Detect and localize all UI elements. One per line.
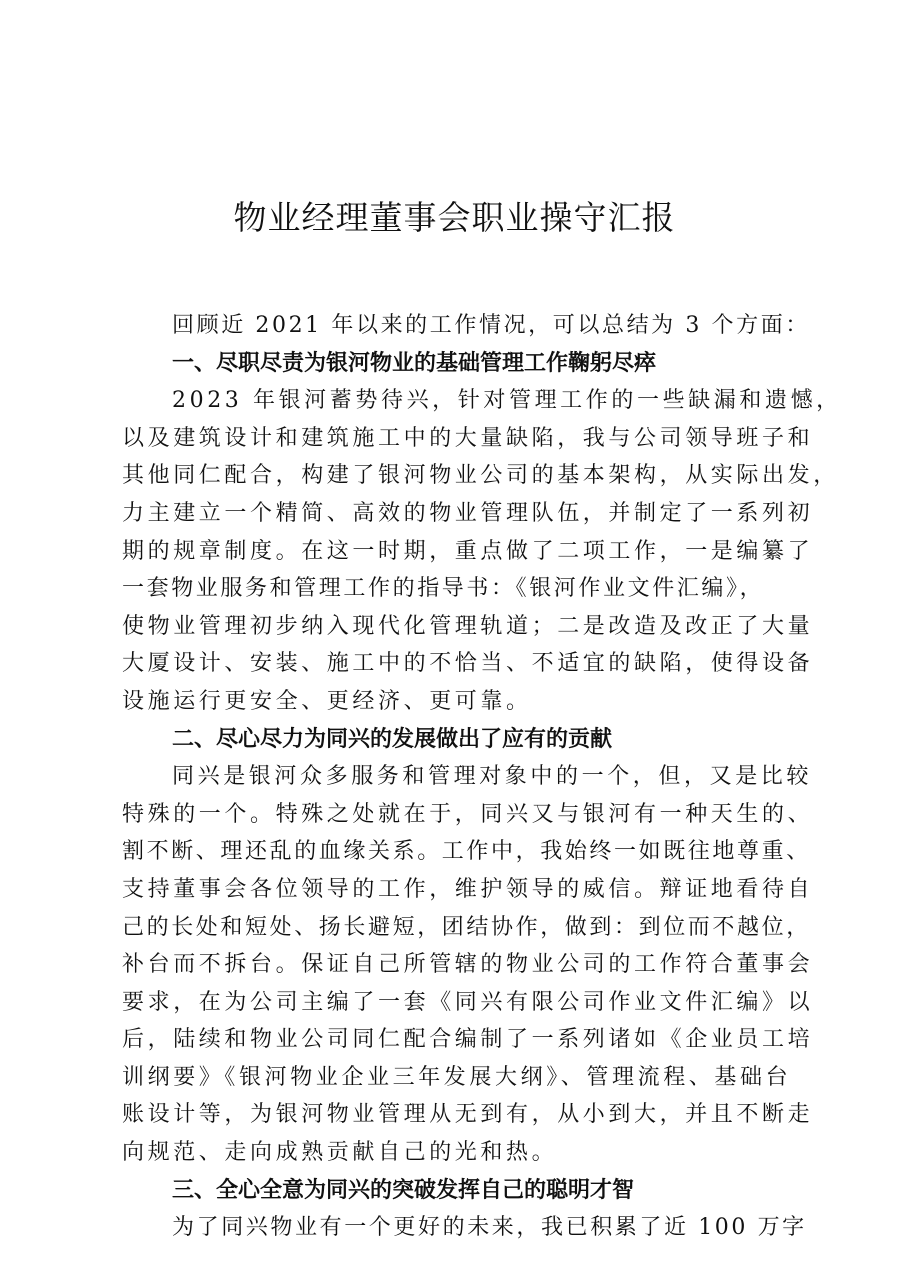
section-2-line: 同兴是银河众多服务和管理对象中的一个，但，又是比较 bbox=[172, 764, 813, 790]
section-1-line: 期的规章制度。在这一时期，重点做了二项工作，一是编纂了 bbox=[122, 538, 814, 564]
section-2-heading: 二、尽心尽力为同兴的发展做出了应有的贡献 bbox=[172, 726, 613, 752]
section-3-heading: 三、全心全意为同兴的突破发挥自己的聪明才智 bbox=[172, 1177, 635, 1203]
section-2-line: 补台而不拆台。保证自己所管辖的物业公司的工作符合董事会 bbox=[122, 952, 814, 978]
document-body bbox=[122, 307, 842, 1247]
section-1-line: 一套物业服务和管理工作的指导书：《银河作业文件汇编》， bbox=[122, 576, 765, 602]
section-2-line: 割不断、理还乱的血缘关系。工作中，我始终一如既往地尊重、 bbox=[122, 839, 811, 865]
document-title: 物业经理董事会职业操守汇报 bbox=[233, 198, 676, 237]
section-2-line: 账设计等，为银河物业管理从无到有，从小到大，并且不断走 bbox=[122, 1102, 814, 1128]
section-1-line: 2023 年银河蓄势待兴，针对管理工作的一些缺漏和遗憾， bbox=[172, 388, 842, 414]
intro-paragraph: 回顾近 2021 年以来的工作情况，可以总结为 3 个方面： bbox=[172, 313, 810, 338]
section-1-heading: 一、尽职尽责为银河物业的基础管理工作鞠躬尽瘁 bbox=[172, 350, 657, 376]
section-1-line: 使物业管理初步纳入现代化管理轨道；二是改造及改正了大量 bbox=[122, 613, 814, 639]
section-2-line: 要求，在为公司主编了一套《同兴有限公司作业文件汇编》以 bbox=[122, 989, 814, 1015]
section-2-line: 己的长处和短处、扬长避短，团结协作，做到：到位而不越位， bbox=[122, 914, 811, 940]
section-1-line: 其他同仁配合，构建了银河物业公司的基本架构，从实际出发， bbox=[122, 463, 839, 489]
section-2-line: 特殊的一个。特殊之处就在于，同兴又与银河有一种天生的、 bbox=[122, 801, 814, 827]
section-3-line: 为了同兴物业有一个更好的未来，我已积累了近 100 万字 bbox=[172, 1215, 807, 1241]
section-1-line: 大厦设计、安装、施工中的不恰当、不适宜的缺陷，使得设备 bbox=[122, 651, 814, 677]
section-1-line: 设施运行更安全、更经济、更可靠。 bbox=[122, 688, 532, 714]
section-2-line: 向规范、走向成熟贡献自己的光和热。 bbox=[122, 1140, 558, 1166]
section-1-line: 以及建筑设计和建筑施工中的大量缺陷，我与公司领导班子和 bbox=[122, 425, 814, 451]
section-2-line: 支持董事会各位领导的工作，维护领导的威信。辩证地看待自 bbox=[122, 876, 814, 902]
section-2-line: 训纲要》《银河物业企业三年发展大纲》、管理流程、基础台 bbox=[122, 1064, 792, 1090]
section-1-line: 力主建立一个精简、高效的物业管理队伍，并制定了一系列初 bbox=[122, 500, 814, 526]
section-2-line: 后，陆续和物业公司同仁配合编制了一系列诸如《企业员工培 bbox=[122, 1027, 814, 1053]
